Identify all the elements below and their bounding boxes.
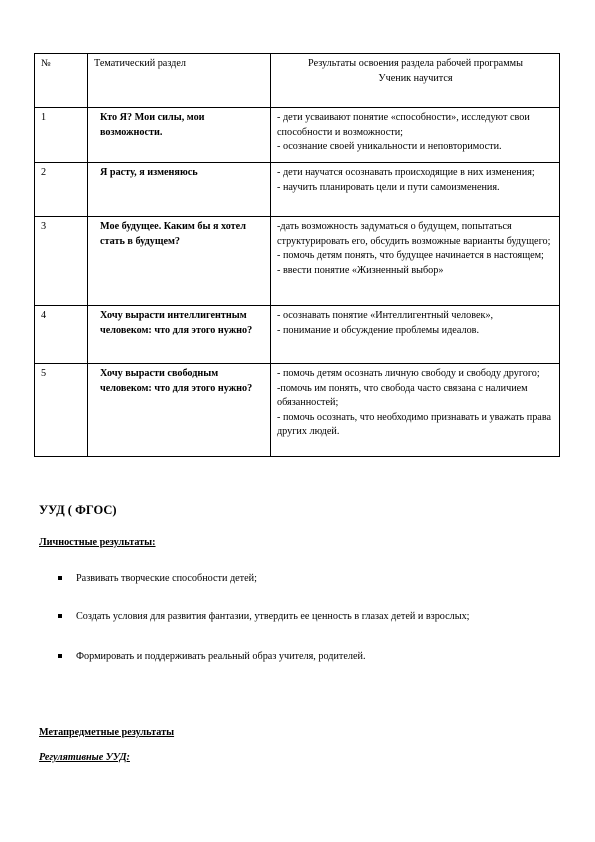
- uud-title: УУД ( ФГОС): [39, 503, 117, 517]
- row-num: 4: [35, 306, 88, 364]
- row-num: 1: [35, 108, 88, 163]
- header-results: [271, 54, 560, 108]
- row-results: [271, 364, 560, 457]
- row-topic: Хочу вырасти свободным человеком: что для этого нужно?: [88, 364, 271, 457]
- personal-results-list: [56, 568, 526, 668]
- result-line: - понимание и обсуждение проблемы идеалов.: [277, 324, 480, 336]
- result-line: - осознание своей уникальности и неповторимости.: [277, 141, 502, 152]
- list-item: [56, 606, 526, 628]
- row-topic: Хочу вырасти интеллигентным человеком: что для этого нужно?: [88, 306, 271, 364]
- list-item-text: Формировать и поддерживать реальный образ учителя, родителей.: [76, 651, 366, 662]
- list-item-text: Развивать творческие способности детей;: [76, 573, 257, 584]
- personal-results-heading: Личностные результаты:: [39, 537, 156, 548]
- header-results-title: Результаты освоения раздела рабочей программы: [308, 58, 523, 69]
- square-bullet-icon: [58, 576, 62, 580]
- list-item: [56, 568, 526, 590]
- row-num: 5: [35, 364, 88, 457]
- result-line: - помочь осознать, что необходимо признавать и уважать права других людей.: [277, 411, 552, 437]
- row-results: [271, 217, 560, 306]
- row-results: [271, 306, 560, 364]
- row-num: 2: [35, 163, 88, 217]
- result-line: - дети усваивают понятие «способности», исследуют свои способности и возможности;: [277, 112, 530, 138]
- row-results: [271, 108, 560, 163]
- list-item: [56, 646, 526, 668]
- row-num: 3: [35, 217, 88, 306]
- table-header-row: [35, 54, 560, 108]
- table-row: [35, 306, 560, 364]
- result-line: -помочь им понять, что свобода часто связана с наличием обязанностей;: [277, 382, 528, 408]
- result-line: - помочь детям осознать личную свободу и свободу другого;: [277, 368, 540, 379]
- row-topic: Мое будущее. Каким бы я хотел стать в будущем?: [88, 217, 271, 306]
- result-line: - дети научатся осознавать происходящие в них изменения;: [277, 167, 535, 178]
- header-results-subtitle: Ученик научится: [378, 72, 453, 84]
- square-bullet-icon: [58, 614, 62, 618]
- header-topic: Тематический раздел: [88, 54, 271, 108]
- row-topic: Я расту, я изменяюсь: [88, 163, 271, 217]
- header-num: №: [35, 54, 88, 108]
- row-topic: Кто Я? Мои силы, мои возможности.: [88, 108, 271, 163]
- result-line: - научить планировать цели и пути самоизменения.: [277, 181, 500, 193]
- row-results: [271, 163, 560, 217]
- table-row: [35, 163, 560, 217]
- table-row: [35, 217, 560, 306]
- table-row: [35, 364, 560, 457]
- table-row: [35, 108, 560, 163]
- result-line: -дать возможность задуматься о будущем, попытаться структурировать его, обсудить возможные варианты будущего;: [277, 221, 551, 247]
- meta-results-heading: Метапредметные результаты: [39, 727, 175, 738]
- program-table: [34, 53, 560, 457]
- result-line: - осознавать понятие «Интеллигентный человек»,: [277, 310, 494, 321]
- list-item-text: Создать условия для развития фантазии, утвердить ее ценность в глазах детей и взрослых;: [76, 611, 470, 622]
- result-line: - ввести понятие «Жизненный выбор»: [277, 264, 444, 276]
- regulatory-uud-heading: Регулятивные УУД:: [39, 752, 130, 763]
- result-line: - помочь детям понять, что будущее начинается в настоящем;: [277, 250, 544, 261]
- square-bullet-icon: [58, 654, 62, 658]
